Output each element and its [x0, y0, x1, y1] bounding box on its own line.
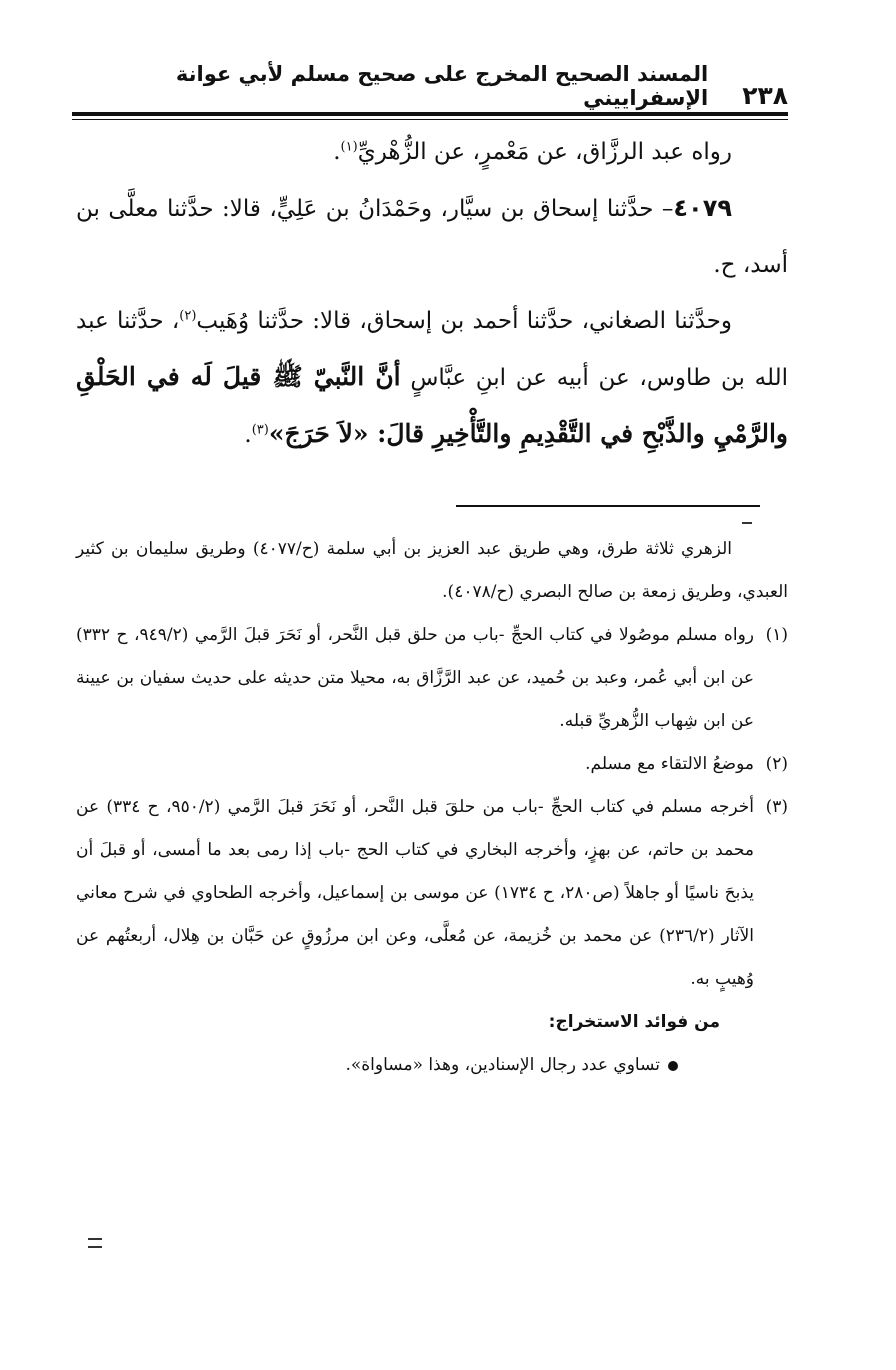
header-rule-thick	[72, 112, 788, 116]
footnote-ref-3: (٣)	[251, 422, 269, 438]
margin-mark	[742, 522, 752, 524]
hadith-matn: أنَّ النَّبيّ ﷺ قيلَ لَه في الحَلْقِ والرَّمْيِ والذَّبْحِ في التَّقْدِيمِ والتَّأْخِيرِ قالَ: «لاَ حَرَجَ»	[76, 362, 788, 448]
header-rule-thin	[72, 119, 788, 120]
hadith-isnad: – حدَّثنا إسحاق بن سيَّار، وحَمْدَانُ بن عَلِيٍّ، قالا: حدَّثنا معلَّى بن أسد، ح.	[76, 196, 788, 278]
footnote-ref-2: (٢)	[179, 308, 197, 324]
margin-mark-bottom	[88, 1238, 102, 1248]
footnote-continuation: الزهري ثلاثة طرق، وهي طريق عبد العزيز بن أبي سلمة (ح/٤٠٧٧) وطريق سليمان بن كثير العبدي، وطريق زمعة بن صالح البصري (ح/٤٠٧٨).	[76, 539, 788, 602]
footnote-2: (٢)موضعُ الالتقاء مع مسلم.	[585, 754, 788, 774]
hadith-paragraph-2: وحدَّثنا الصغاني، حدَّثنا أحمد بن إسحاق، قالا: حدَّثنا وُهَيب$^{(٢)}$، حدَّثنا عبد الله بن طاوس، عن أبيه عن ابنِ عبَّاسٍ أنَّ النَّبيّ ﷺ قيلَ لَه في الحَلْقِ والرَّمْيِ والذَّبْحِ في التَّقْدِيمِ والتَّأْخِيرِ قالَ: «لاَ حَرَجَ»$^{(٣)}$.	[76, 308, 788, 448]
footnote-ref-1: (١)	[340, 139, 358, 155]
footnote-3: (٣)أخرجه مسلم في كتاب الحجِّ -باب من حلقَ قبل النَّحر، أو نَحَرَ قبلَ الرَّمي (٩٥٠/٢، ح ٣٣٤) عن محمد بن حاتم، عن بهزٍ، وأخرجه البخاري في كتاب الحج -باب إذا رمى بعد ما أمسى، أو قبلَ أن يذبحَ ناسيًا أو جاهلاً (ص٢٨٠، ح ١٧٣٤) عن موسى بن إسماعيل، وأخرجه الطحاوي في شرح معاني الآثار (٢٣٦/٢) عن محمد بن خُزيمة، عن مُعلَّى، وعن ابن مرزُوقٍ عن حَبَّان بن هِلال، أربعتُهم عن وُهيبٍ به.	[76, 797, 788, 989]
footnotes	[76, 528, 788, 1087]
hadith-number: ٤٠٧٩	[673, 194, 732, 222]
benefit-item: تساوي عدد رجال الإسنادين، وهذا «مساواة».	[76, 1044, 788, 1087]
narration-line: رواه عبد الرزَّاق، عن مَعْمرٍ، عن الزُّهْريِّ$^{(١)}$.	[333, 139, 732, 165]
page-number: ٢٣٨	[742, 81, 788, 110]
hadith-paragraph	[76, 180, 788, 293]
benefits-heading: من فوائد الاستخراج:	[548, 1012, 720, 1032]
bullet-dot-icon	[668, 1061, 678, 1071]
main-text	[76, 124, 788, 463]
book-title: المسند الصحيح المخرج على صحيح مسلم لأبي عوانة الإسفراييني	[175, 62, 709, 110]
running-header	[72, 62, 788, 110]
footnote-separator	[456, 505, 760, 507]
footnote-1: (١)رواه مسلم موصُولا في كتاب الحجِّ -باب من حلق قبل النَّحر، أو نَحَرَ قبلَ الرَّمي (٩٤٩/٢، ح ٣٣٢) عن ابن أبي عُمر، وعبد بن حُميد، عن عبد الرَّزَّاق به، محيلا متن حديثه على حديث سفيان بن عيينة عن ابن شِهاب الزُّهريِّ قبله.	[76, 625, 788, 731]
